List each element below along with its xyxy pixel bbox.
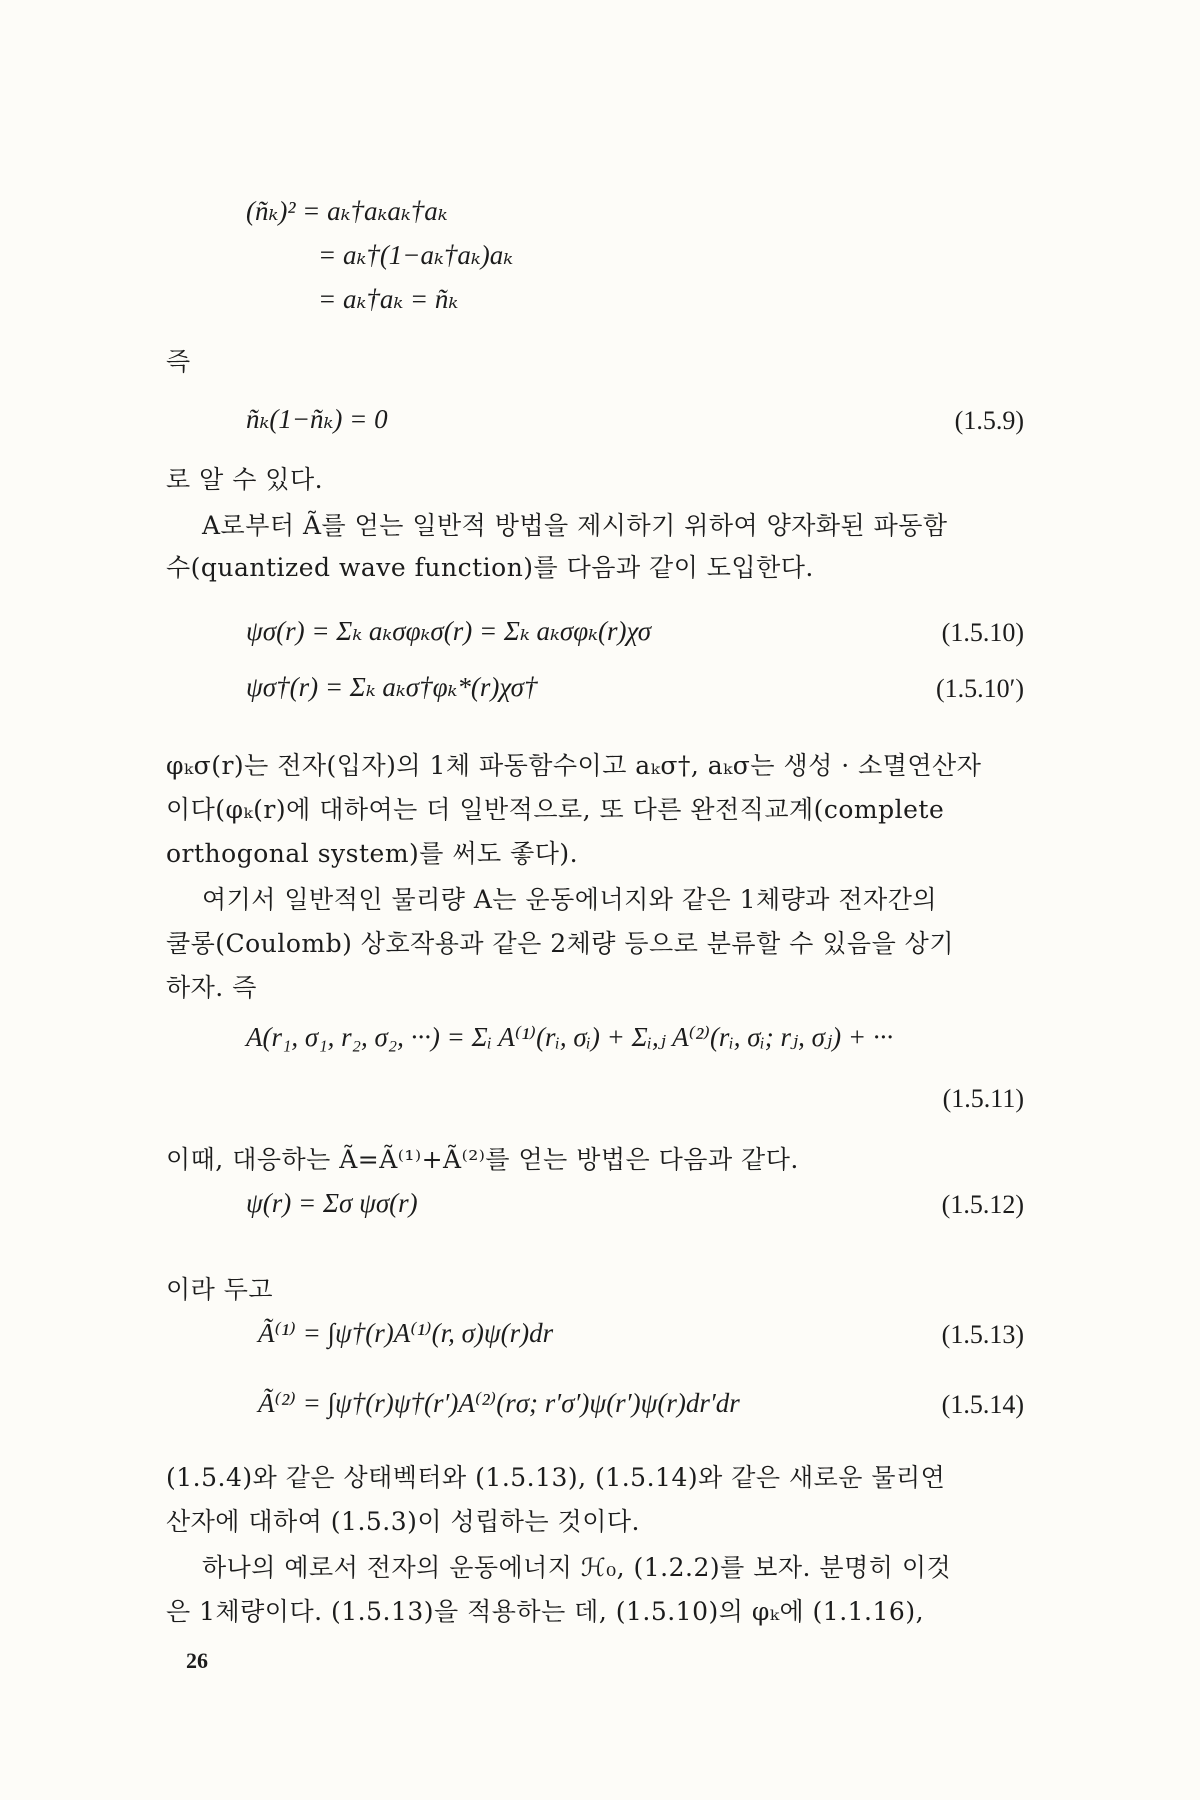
- paragraph-a-line-1: A로부터 Ã를 얻는 일반적 방법을 제시하기 위하여 양자화된 파동함: [202, 511, 948, 540]
- paragraph-c-line-2: 쿨롱(Coulomb) 상호작용과 같은 2체량 등으로 분류할 수 있음을 상기: [166, 929, 954, 958]
- equation-number-1-5-13: (1.5.13): [941, 1320, 1024, 1349]
- equation-1-5-14: Ã⁽²⁾ = ∫ψ†(r)ψ†(r′)A⁽²⁾(rσ; r′σ′)ψ(r′)ψ(r)dr′dr: [258, 1388, 740, 1418]
- equation-n-squared-line-2: = aₖ†(1−aₖ†aₖ)aₖ: [318, 240, 514, 270]
- text-jeuk: 즉: [166, 347, 191, 376]
- paragraph-f-line-1: 하나의 예로서 전자의 운동에너지 ℋ₀, (1.2.2)를 보자. 분명히 이것: [202, 1553, 952, 1582]
- equation-number-1-5-10-prime: (1.5.10′): [935, 674, 1024, 703]
- paragraph-c-line-3: 하자. 즉: [166, 973, 257, 1002]
- paragraph-b-line-1: φₖσ(r)는 전자(입자)의 1체 파동함수이고 aₖσ†, aₖσ는 생성 · 소멸연산자: [166, 751, 982, 780]
- equation-1-5-10: ψσ(r) = Σₖ aₖσφₖσ(r) = Σₖ aₖσφₖ(r)χσ: [246, 616, 652, 646]
- equation-1-5-10-prime: ψσ†(r) = Σₖ aₖσ†φₖ*(r)χσ†: [246, 672, 538, 702]
- equation-1-5-11: A(r₁, σ₁, r₂, σ₂, ···) = Σᵢ A⁽¹⁾(rᵢ, σᵢ) + Σᵢ,ⱼ A⁽²⁾(rᵢ, σᵢ; rⱼ, σⱼ) + ···: [246, 1022, 894, 1052]
- equation-1-5-13: Ã⁽¹⁾ = ∫ψ†(r)A⁽¹⁾(r, σ)ψ(r)dr: [258, 1318, 554, 1348]
- paragraph-a-line-2: 수(quantized wave function)를 다음과 같이 도입한다.: [166, 553, 814, 582]
- equation-n-squared-line-3: = aₖ†aₖ = ñₖ: [318, 284, 459, 314]
- paragraph-c-line-1: 여기서 일반적인 물리량 A는 운동에너지와 같은 1체량과 전자간의: [202, 885, 937, 914]
- paragraph-b-line-3: orthogonal system)를 써도 좋다).: [166, 839, 579, 868]
- equation-number-1-5-10: (1.5.10): [941, 618, 1024, 647]
- paragraph-e-line-1: (1.5.4)와 같은 상태벡터와 (1.5.13), (1.5.14)와 같은 새로운 물리연: [166, 1463, 946, 1492]
- equation-number-1-5-12: (1.5.12): [941, 1190, 1024, 1219]
- paragraph-f-line-2: 은 1체량이다. (1.5.13)을 적용하는 데, (1.5.10)의 φₖ에 (1.1.16),: [166, 1597, 925, 1626]
- paragraph-e-line-2: 산자에 대하여 (1.5.3)이 성립하는 것이다.: [166, 1507, 640, 1536]
- page-number: 26: [186, 1648, 208, 1673]
- paragraph-d: 이때, 대응하는 Ã=Ã⁽¹⁾+Ã⁽²⁾를 얻는 방법은 다음과 같다.: [166, 1145, 799, 1174]
- text-ro-al-su-itda: 로 알 수 있다.: [166, 465, 324, 494]
- equation-number-1-5-9: (1.5.9): [954, 406, 1024, 435]
- equation-1-5-9: ñₖ(1−ñₖ) = 0: [246, 404, 388, 434]
- equation-number-1-5-14: (1.5.14): [941, 1390, 1024, 1419]
- equation-1-5-12: ψ(r) = Σσ ψσ(r): [246, 1188, 418, 1218]
- text-ira-dugo: 이라 두고: [166, 1275, 274, 1304]
- paragraph-b-line-2: 이다(φₖ(r)에 대하여는 더 일반적으로, 또 다른 완전직교계(complete: [166, 795, 945, 824]
- equation-n-squared-line-1: (ñₖ)² = aₖ†aₖaₖ†aₖ: [246, 196, 448, 226]
- equation-number-1-5-11: (1.5.11): [942, 1084, 1024, 1113]
